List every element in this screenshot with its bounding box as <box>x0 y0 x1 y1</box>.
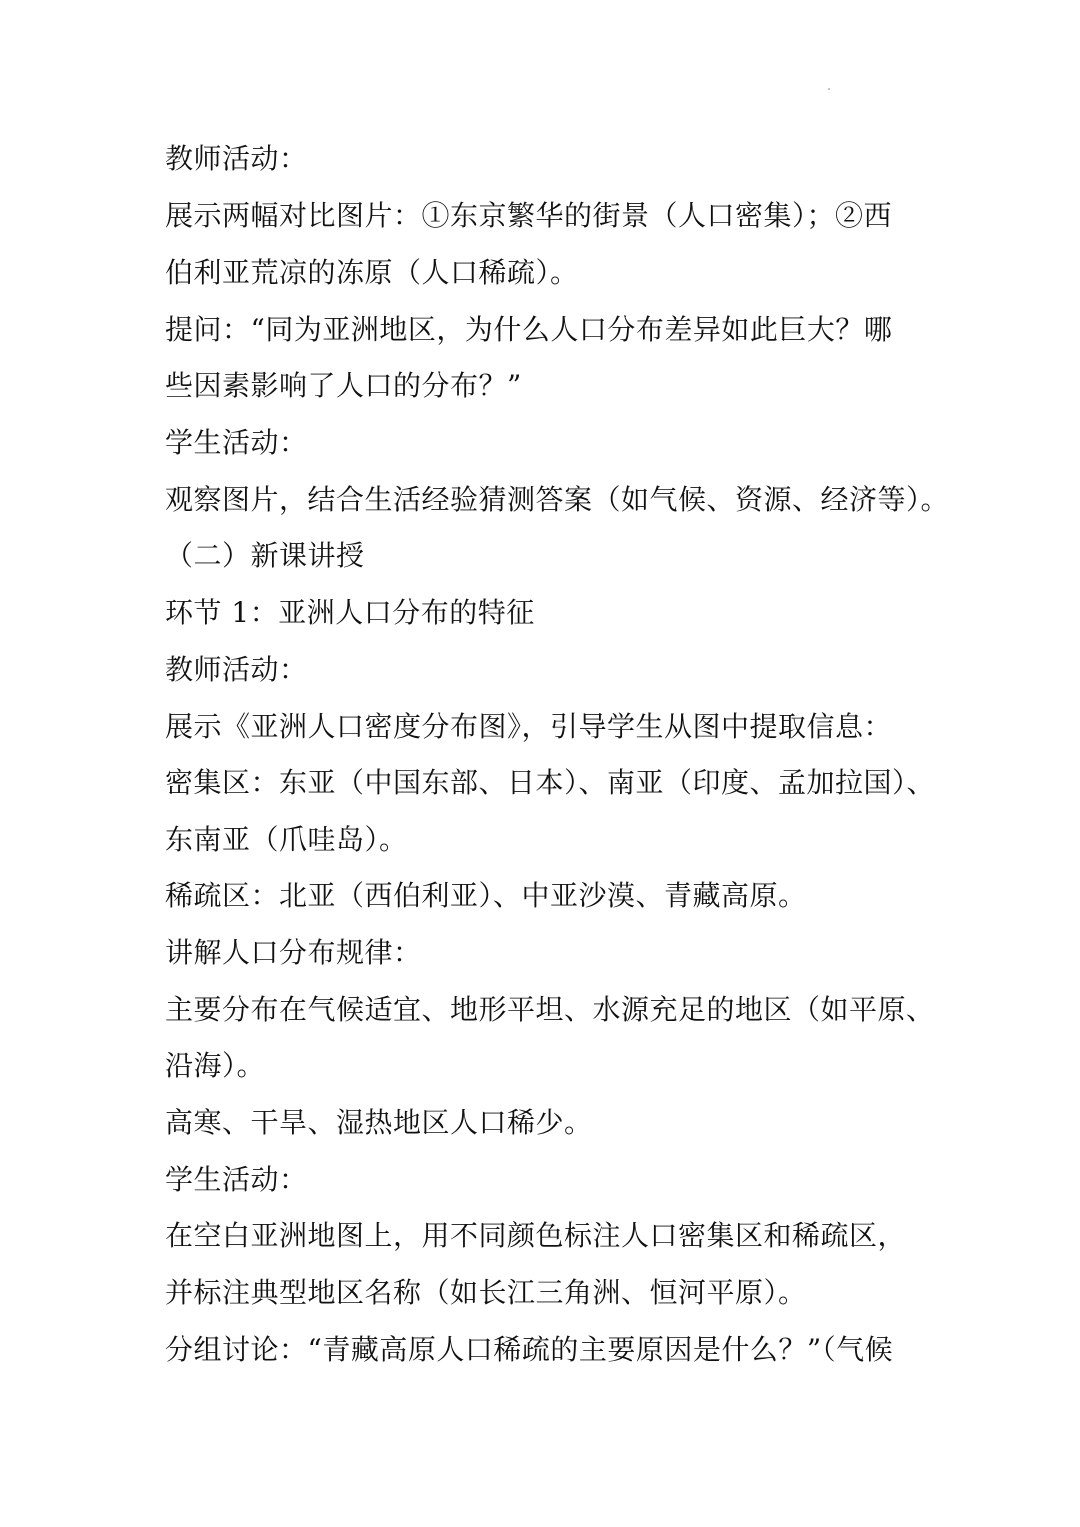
text-line: 高寒、干旱、湿热地区人口稀少。 <box>165 1106 593 1139</box>
text-line: 东南亚（爪哇岛）。 <box>165 823 408 856</box>
text-line: 主要分布在气候适宜、地形平坦、水源充足的地区（如平原、 <box>165 993 935 1026</box>
text-line: 在空白亚洲地图上，用不同颜色标注人口密集区和稀疏区， <box>165 1219 907 1252</box>
text-line: 密集区：东亚（中国东部、日本）、南亚（印度、孟加拉国）、 <box>165 766 936 799</box>
scan-dot <box>828 88 830 90</box>
text-line: 展示两幅对比图片：①东京繁华的街景（人口密集）；②西 <box>165 199 893 232</box>
text-line: 提问：“同为亚洲地区，为什么人口分布差异如此巨大？哪 <box>165 313 893 346</box>
text-line: 展示《亚洲人口密度分布图》，引导学生从图中提取信息： <box>165 710 893 743</box>
text-line: 伯利亚荒凉的冻原（人口稀疏）。 <box>165 256 579 289</box>
text-line: 沿海）。 <box>165 1049 266 1082</box>
text-line: 学生活动： <box>165 1163 308 1196</box>
text-line: 并标注典型地区名称（如长江三角洲、恒河平原）。 <box>165 1276 807 1309</box>
section-heading: （二）新课讲授 <box>165 539 365 572</box>
text-line: 学生活动： <box>165 426 308 459</box>
text-line: 分组讨论：“青藏高原人口稀疏的主要原因是什么？”（气候 <box>165 1333 894 1366</box>
subsection-heading: 环节 1：亚洲人口分布的特征 <box>165 596 535 629</box>
text-line: 稀疏区：北亚（西伯利亚）、中亚沙漠、青藏高原。 <box>165 879 807 912</box>
text-line: 教师活动： <box>165 653 308 686</box>
text-line: 些因素影响了人口的分布？” <box>165 369 522 402</box>
text-line: 教师活动： <box>165 142 308 175</box>
text-line: 观察图片，结合生活经验猜测答案（如气候、资源、经济等）。 <box>165 483 950 516</box>
text-line: 讲解人口分布规律： <box>165 936 422 969</box>
